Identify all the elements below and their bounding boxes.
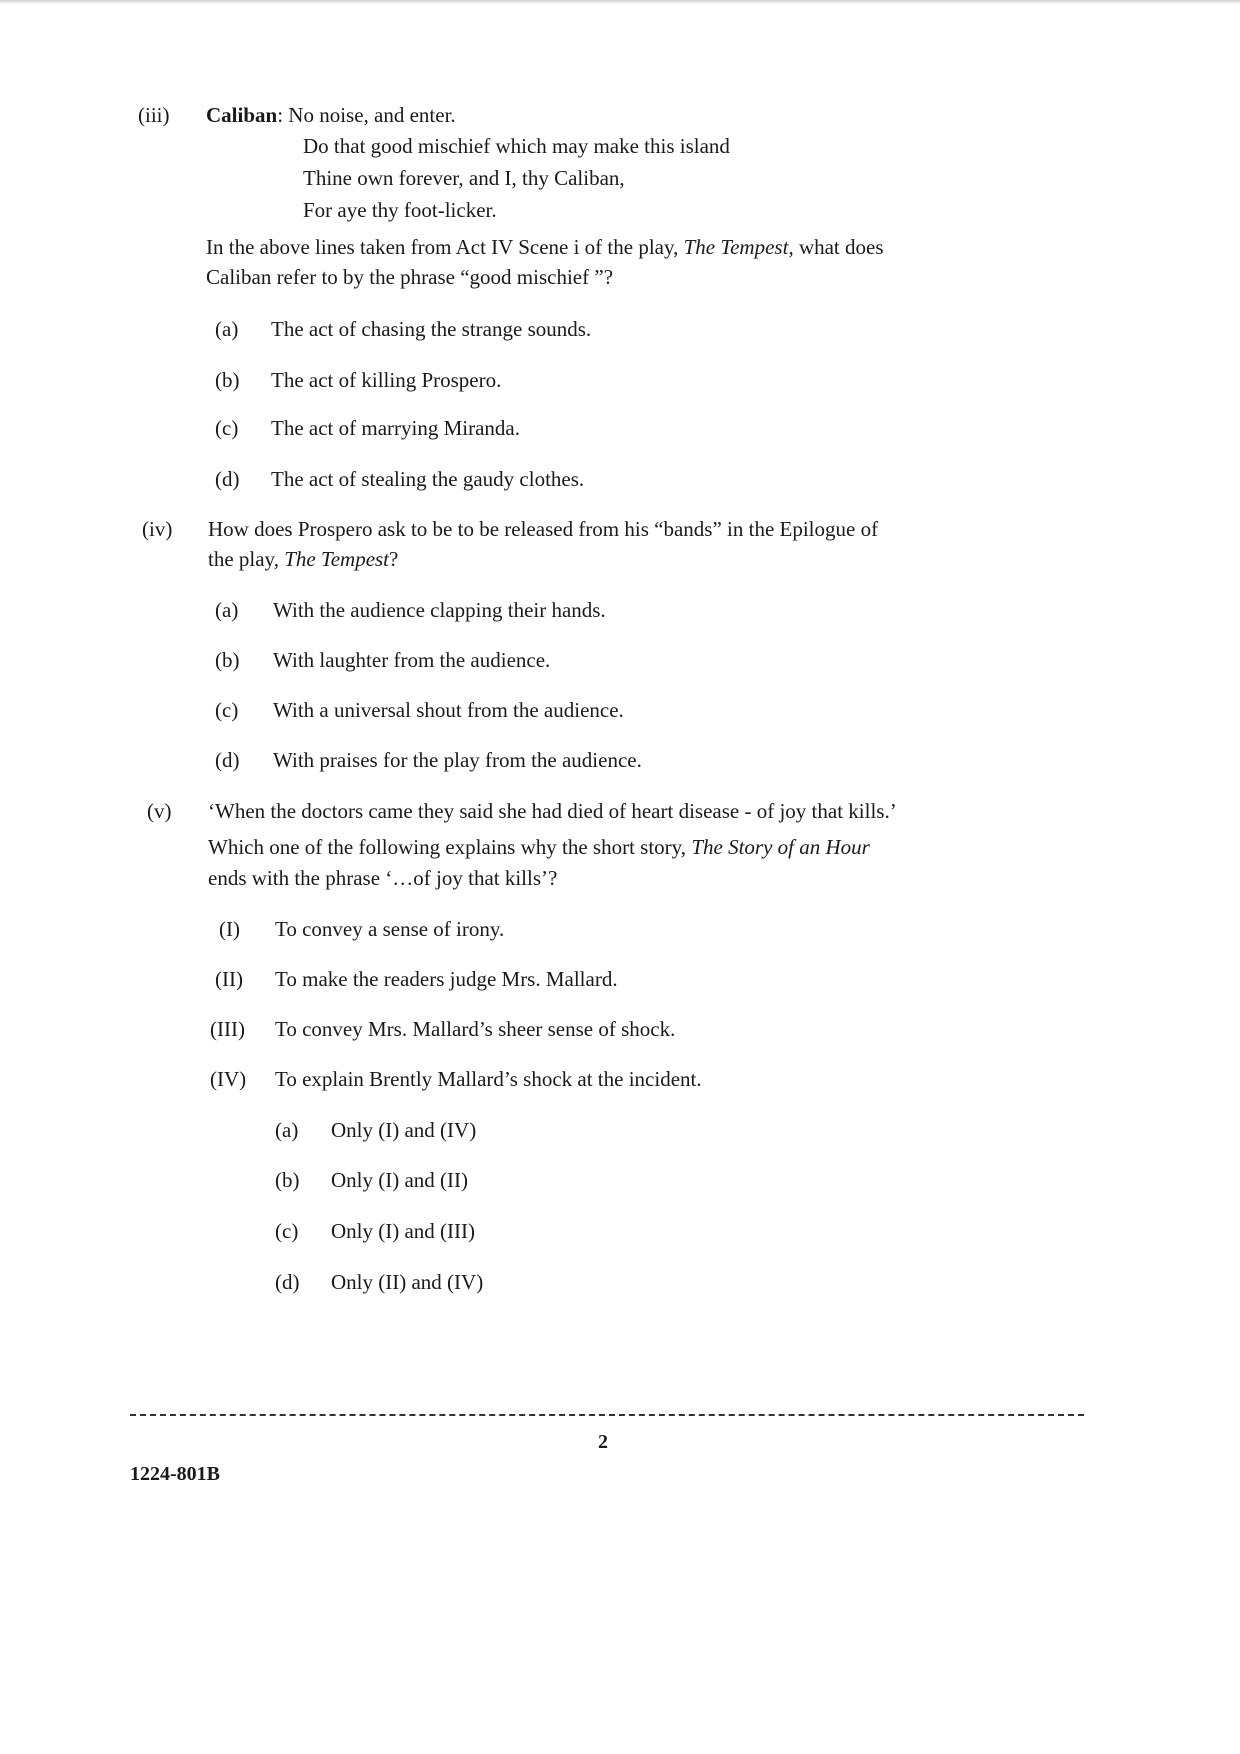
story-title: The Story of an Hour bbox=[691, 835, 870, 859]
option-label: (c) bbox=[215, 698, 239, 722]
question-prompt bbox=[208, 833, 870, 861]
speaker-text: : No noise, and enter. bbox=[277, 103, 456, 127]
option-text: The act of stealing the gaudy clothes. bbox=[271, 467, 585, 491]
option-label: (d) bbox=[275, 1270, 300, 1294]
option-text: With the audience clapping their hands. bbox=[273, 598, 606, 622]
question-prompt: ends with the phrase ‘…of joy that kills’? bbox=[208, 866, 558, 890]
statement-text: To convey Mrs. Mallard’s sheer sense of shock. bbox=[275, 1017, 676, 1041]
play-title: The Tempest bbox=[683, 235, 789, 259]
question-number: (iii) bbox=[138, 103, 170, 127]
paper-code: 1224-801B bbox=[130, 1463, 220, 1485]
verse-line: Do that good mischief which may make this island bbox=[303, 134, 730, 158]
question-number: (v) bbox=[147, 799, 172, 823]
speaker-name: Caliban bbox=[206, 103, 278, 127]
prompt-text: , what does bbox=[788, 235, 884, 259]
prompt-text: In the above lines taken from Act IV Scene i of the play, bbox=[206, 235, 684, 259]
quoted-line: ‘When the doctors came they said she had died of heart disease - of joy that kills.’ bbox=[208, 799, 897, 823]
scan-edge bbox=[0, 0, 1240, 4]
option-label: (a) bbox=[215, 317, 239, 341]
play-title: The Tempest bbox=[284, 547, 390, 571]
option-label: (d) bbox=[215, 748, 240, 772]
question-prompt: Caliban refer to by the phrase “good mischief ”? bbox=[206, 265, 614, 289]
option-text: Only (I) and (III) bbox=[331, 1219, 476, 1243]
option-label: (c) bbox=[215, 416, 239, 440]
statement-label: (IV) bbox=[210, 1067, 247, 1091]
page-number: 2 bbox=[598, 1431, 608, 1453]
option-text: The act of marrying Miranda. bbox=[271, 416, 520, 440]
prompt-text: Which one of the following explains why the short story, bbox=[208, 835, 692, 859]
option-label: (d) bbox=[215, 467, 240, 491]
verse-line: Thine own forever, and I, thy Caliban, bbox=[303, 166, 625, 190]
footer-divider bbox=[130, 1414, 1084, 1416]
option-label: (b) bbox=[215, 368, 240, 392]
option-text: Only (II) and (IV) bbox=[331, 1270, 484, 1294]
option-label: (b) bbox=[215, 648, 240, 672]
statement-text: To make the readers judge Mrs. Mallard. bbox=[275, 967, 618, 991]
option-text: With a universal shout from the audience. bbox=[273, 698, 624, 722]
statement-label: (II) bbox=[215, 967, 243, 991]
option-text: With laughter from the audience. bbox=[273, 648, 551, 672]
statement-text: To convey a sense of irony. bbox=[275, 917, 505, 941]
option-label: (c) bbox=[275, 1219, 299, 1243]
statement-text: To explain Brently Mallard’s shock at the incident. bbox=[275, 1067, 702, 1091]
speaker-line bbox=[206, 101, 456, 129]
verse-line: For aye thy foot-licker. bbox=[303, 198, 497, 222]
option-text: Only (I) and (IV) bbox=[331, 1118, 477, 1142]
option-text: The act of killing Prospero. bbox=[271, 368, 502, 392]
option-text: The act of chasing the strange sounds. bbox=[271, 317, 592, 341]
option-label: (b) bbox=[275, 1168, 300, 1192]
statement-label: (III) bbox=[210, 1017, 245, 1041]
option-text: Only (I) and (II) bbox=[331, 1168, 469, 1192]
question-number: (iv) bbox=[142, 517, 173, 541]
prompt-text: the play, bbox=[208, 547, 285, 571]
question-prompt bbox=[208, 545, 398, 573]
option-label: (a) bbox=[215, 598, 239, 622]
question-prompt bbox=[206, 233, 884, 261]
option-text: With praises for the play from the audience. bbox=[273, 748, 642, 772]
prompt-text: ? bbox=[389, 547, 399, 571]
option-label: (a) bbox=[275, 1118, 299, 1142]
statement-label: (I) bbox=[219, 917, 240, 941]
question-prompt: How does Prospero ask to be to be released from his “bands” in the Epilogue of bbox=[208, 517, 879, 541]
